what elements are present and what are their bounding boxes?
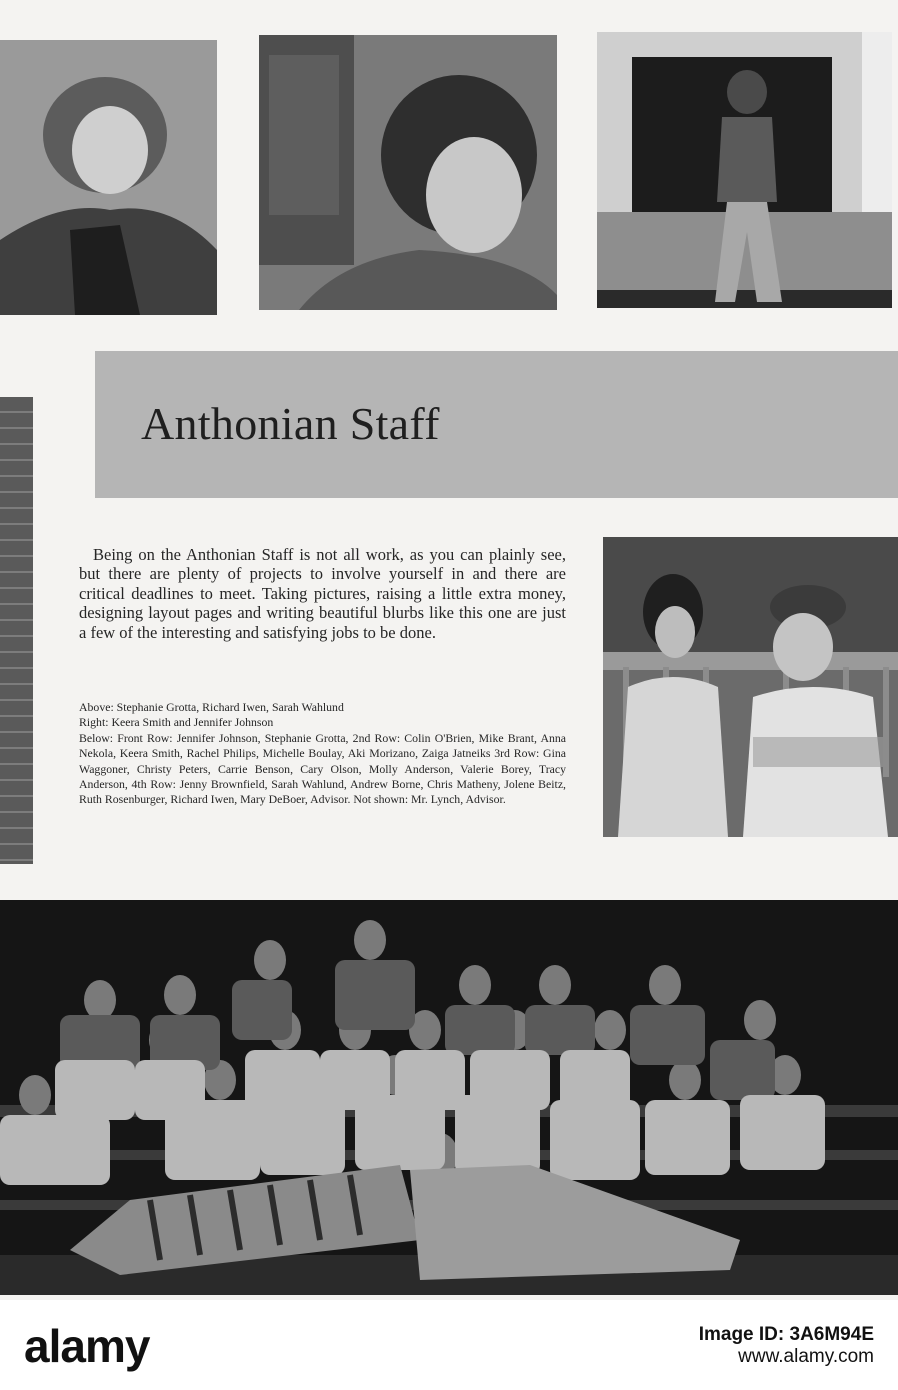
caption-right: Right: Keera Smith and Jennifer Johnson [79, 715, 274, 730]
photo-girl-denim-jacket [0, 40, 217, 315]
photo-boy-glasses [259, 35, 557, 310]
body-text: Being on the Anthonian Staff is not all work, as you can plainly see, but there are plenty of projects to involve yourself in and there are critical deadlines to meet. Taking pictures, raising a little extra money, designing layout pages and writing beautiful blurbs like this one are just a few of the interesting and satisfying jobs to be done. [79, 545, 566, 642]
photo-brick-wall-edge [0, 397, 33, 864]
caption-above: Above: Stephanie Grotta, Richard Iwen, Sarah Wahlund [79, 700, 344, 714]
caption-below: Below: Front Row: Jennifer Johnson, Stephanie Grotta, 2nd Row: Colin O'Brien, Mike Brant, Anna Nekola, Keera Smith, Rachel Philips, Michelle Boulay, Aki Morizano, Zaiga Jatneiks 3rd Row: Gina Waggoner, Christy Peters, Carrie Benson, Cary Olson, Molly Anderson, Valerie Borey, Tracy Anderson, 4th Row: Jenny Brownfield, Sarah Wahlund, Andrew Borne, Chris Matheny, Jolene Beitz, Ruth Rosenburger, Richard Iwen, Mary DeBoer, Advisor. Not shown: Mr. Lynch, Advisor. [79, 730, 566, 807]
photo-two-girls-talking [603, 537, 898, 837]
photo-hallway-girl [597, 32, 892, 308]
watermark-logo: alamy [24, 1320, 150, 1372]
watermark [0, 1302, 898, 1390]
watermark-info [699, 1324, 874, 1368]
captions [79, 700, 566, 808]
photo-staff-group [0, 900, 898, 1295]
title-banner [95, 351, 898, 498]
page-title: Anthonian Staff [141, 398, 440, 449]
watermark-url: www.alamy.com [738, 1346, 874, 1367]
image-id: Image ID: 3A6M94E [698, 1324, 874, 1345]
